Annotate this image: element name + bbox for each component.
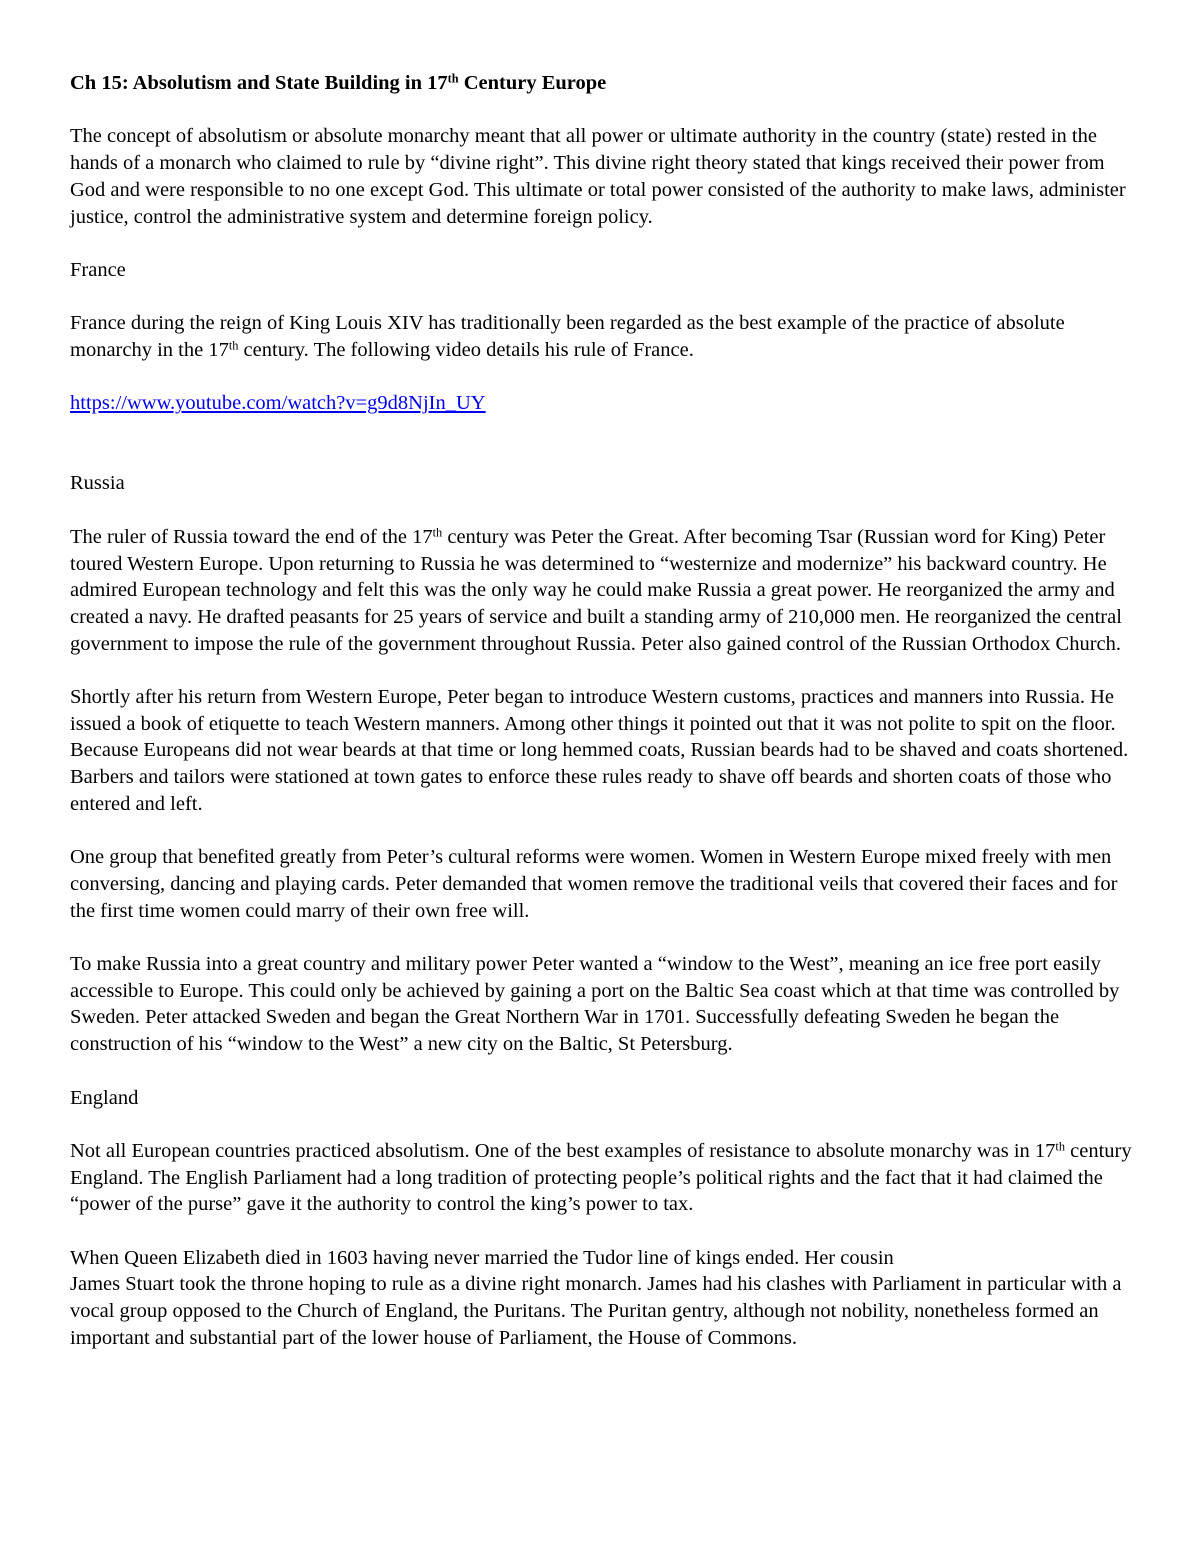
england-paragraph-2: When Queen Elizabeth died in 1603 having never married the Tudor line of kings ended. Her cousin James Stuart took the throne hoping to rule as a divine right monarch. James had his clashes with Parliament in particular with a vocal group opposed to the Church of England, the Puritans. The Puritan gentry, although not nobility, nonetheless formed an important and substantial part of the lower house of Parliament, the House of Commons.: [70, 1246, 1122, 1349]
spacer: [70, 444, 1135, 471]
england-heading: England: [70, 1086, 139, 1109]
france-heading: France: [70, 258, 126, 281]
england-paragraph-1: Not all European countries practiced absolutism. One of the best examples of resistance to absolute monarchy was in 17th century England. The English Parliament had a long tradition of protecting people’s political rights and the fact that it had claimed the “power of the purse” gave it the authority to control the king’s power to tax.: [70, 1139, 1132, 1216]
russia-paragraph-2: Shortly after his return from Western Europe, Peter began to introduce Western customs, practices and manners into Russia. He issued a book of etiquette to teach Western manners. Among other things it pointed out that it was not polite to spit on the floor. Because Europeans did not wear beards at that time or long hemmed coats, Russian beards had to be shaved and coats shortened. Barbers and tailors were stationed at town gates to enforce these rules ready to shave off beards and shorten coats of those who entered and left.: [70, 686, 1129, 815]
page-title: Ch 15: Absolutism and State Building in 17th Century Europe: [70, 71, 607, 94]
russia-paragraph-1: The ruler of Russia toward the end of the 17th century was Peter the Great. After becoming Tsar (Russian word for King) Peter toured Western Europe. Upon returning to Russia he was determined to “westernize and modernize” his backward country. He admired European technology and felt this was the only way he could make Russia a great power. He reorganized the army and created a navy. He drafted peasants for 25 years of service and built a standing army of 210,000 men. He reorganized the central government to impose the rule of the government throughout Russia. Peter also gained control of the Russian Orthodox Church.: [70, 525, 1122, 655]
france-paragraph: France during the reign of King Louis XIV has traditionally been regarded as the best example of the practice of absolute monarchy in the 17th century. The following video details his rule of France.: [70, 312, 1065, 361]
russia-heading: Russia: [70, 472, 125, 495]
russia-paragraph-3: One group that benefited greatly from Peter’s cultural reforms were women. Women in Western Europe mixed freely with men conversing, dancing and playing cards. Peter demanded that women remove the traditional veils that covered their faces and for the first time women could marry of their own free will.: [70, 846, 1118, 922]
intro-paragraph: The concept of absolutism or absolute monarchy meant that all power or ultimate authority in the country (state) rested in the hands of a monarch who claimed to rule by “divine right”. This divine right theory stated that kings received their power from God and were responsible to no one except God. This ultimate or total power consisted of the authority to make laws, administer justice, control the administrative system and determine foreign policy.: [70, 125, 1126, 228]
youtube-link[interactable]: https://www.youtube.com/watch?v=g9d8NjIn_UY: [70, 392, 486, 415]
russia-paragraph-4: To make Russia into a great country and military power Peter wanted a “window to the West”, meaning an ice free port easily accessible to Europe. This could only be achieved by gaining a port on the Baltic Sea coast which at that time was controlled by Sweden. Peter attacked Sweden and began the Great Northern War in 1701. Successfully defeating Sweden he began the construction of his “window to the West” a new city on the Baltic, St Petersburg.: [70, 953, 1120, 1056]
france-video-link-line: [70, 390, 1135, 417]
document-page: [70, 70, 1135, 1378]
